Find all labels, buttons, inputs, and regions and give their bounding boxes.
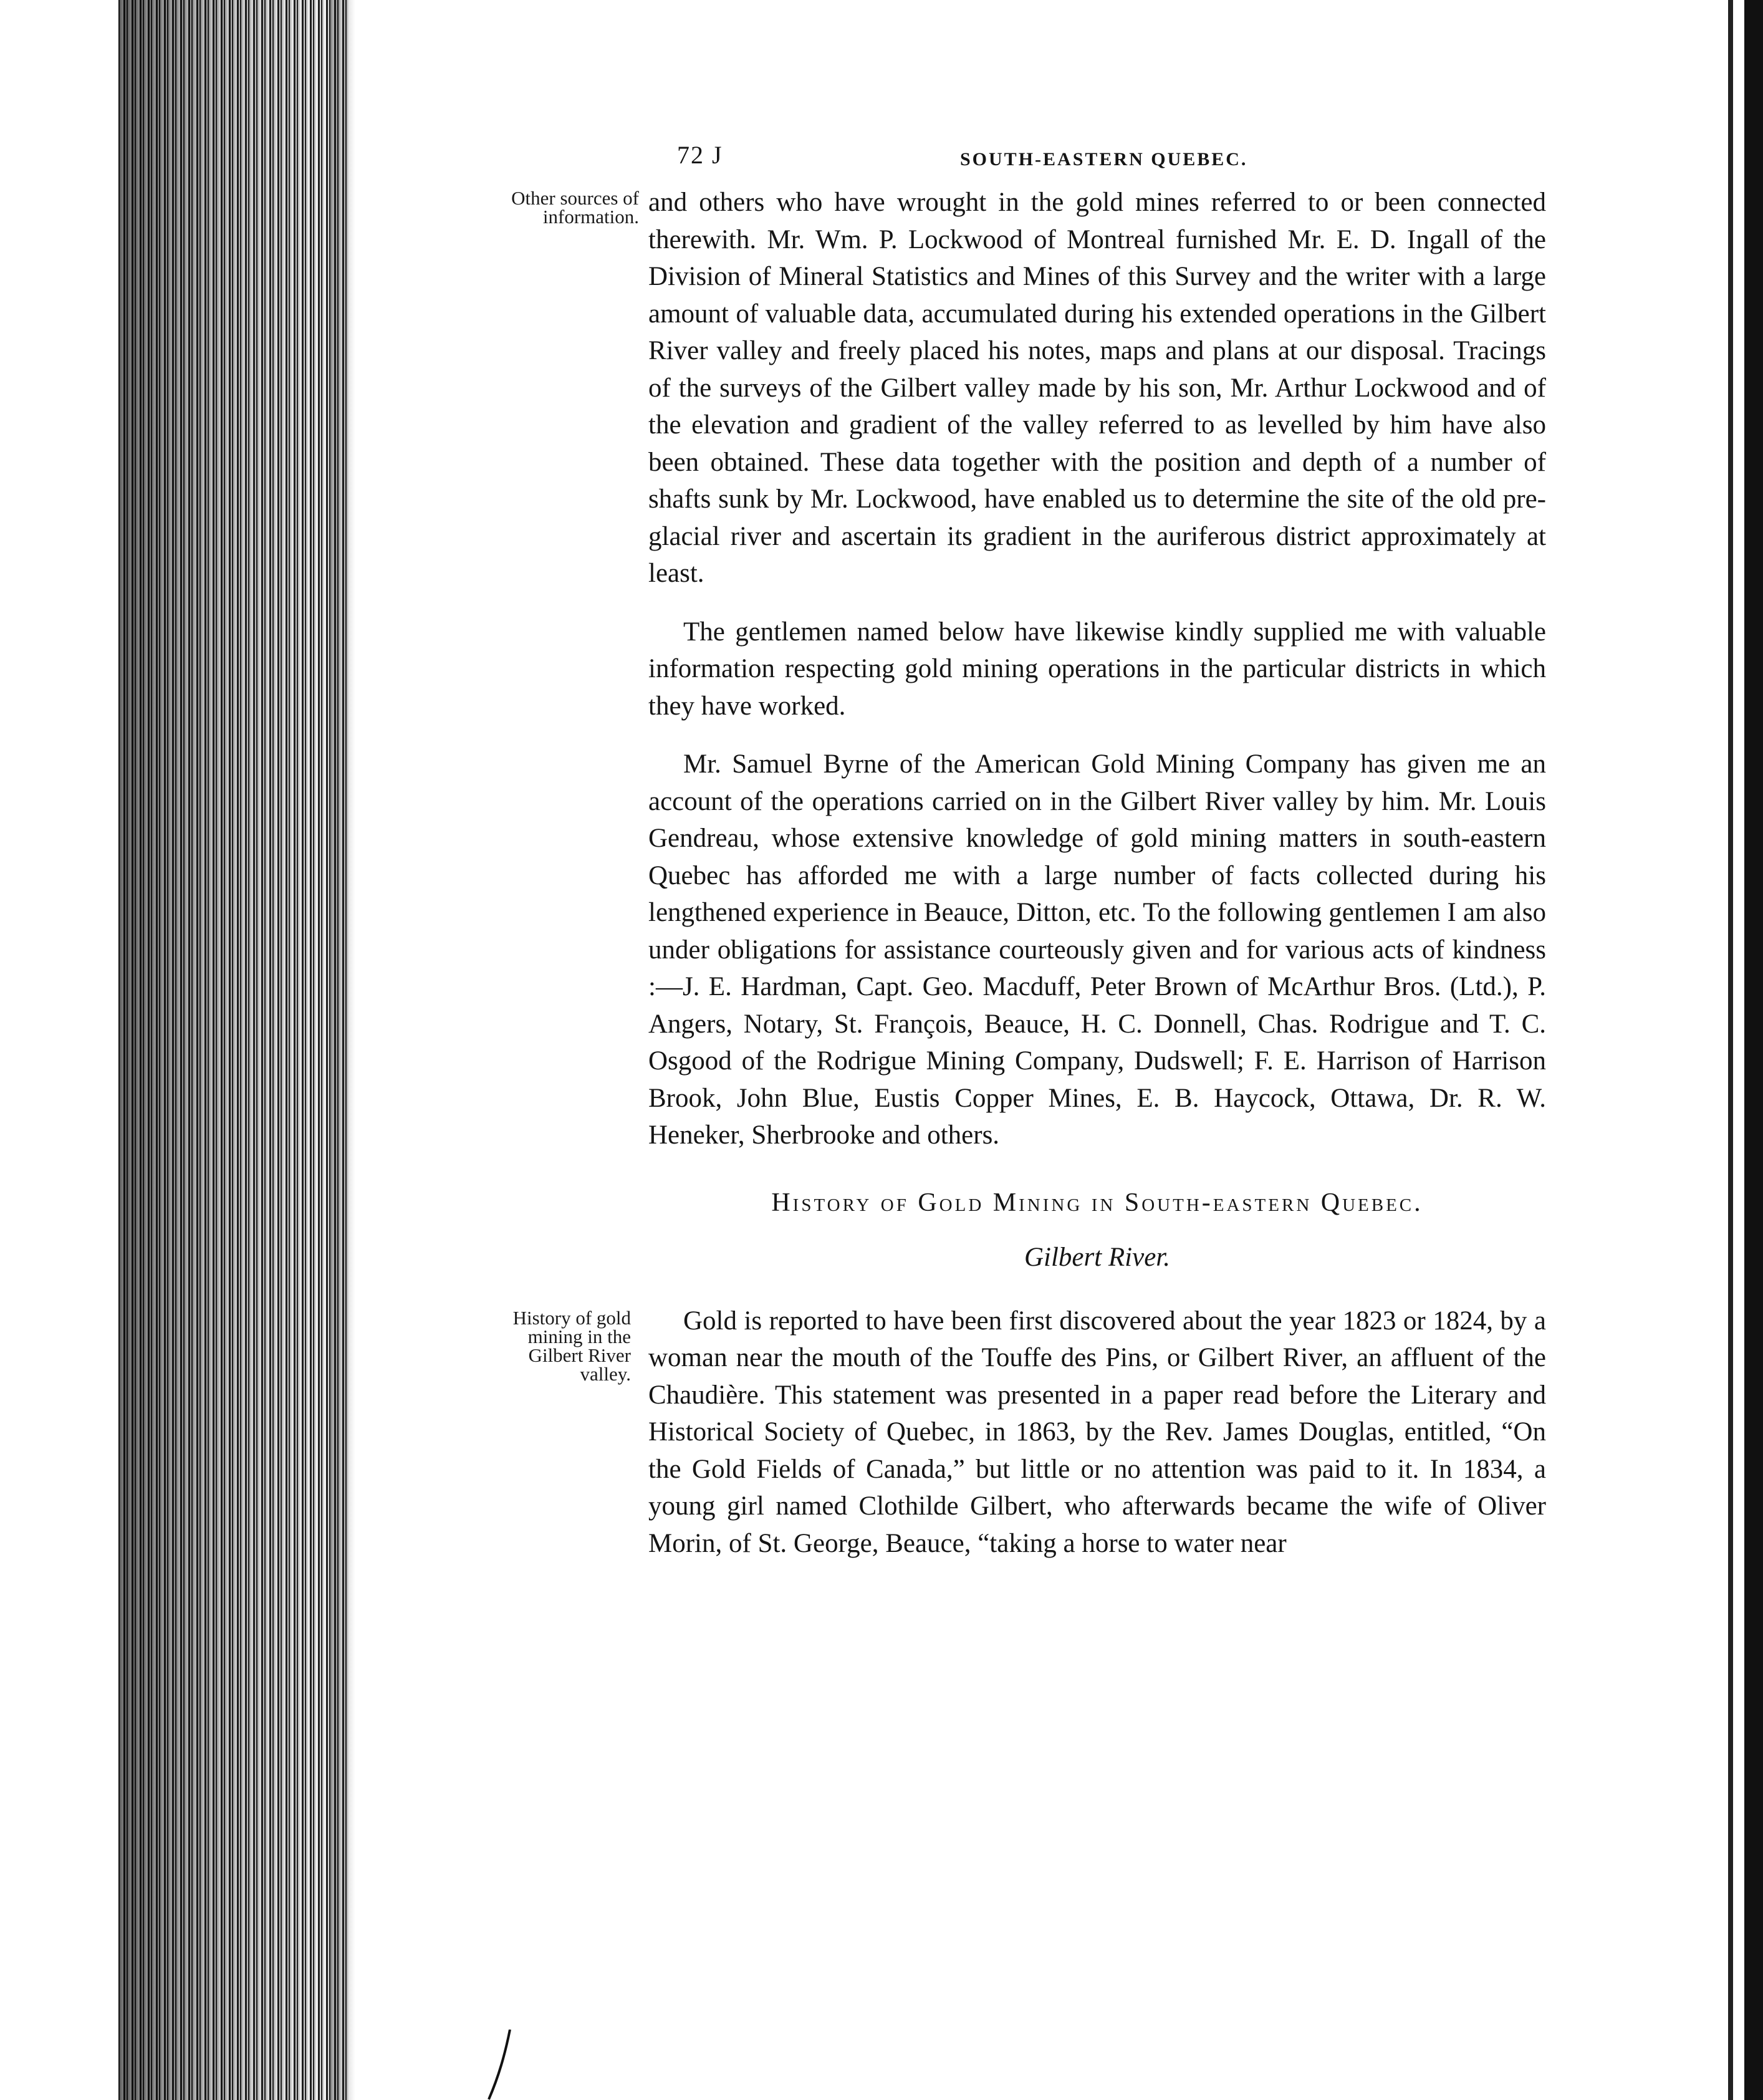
sidenote-history-gilbert: History of gold mining in the Gilbert River valley. <box>512 1306 631 1385</box>
paragraph-history: Gold is reported to have been first discovered about the year 1823 or 1824, by a woman near the mouth of the Touffe des Pins, or Gilbert River, an affluent of the Chaudière. This statement was presented in a paper read before the Literary and Historical Society of Quebec, in 1863, by the Rev. James Douglas, entitled, “On the Gold Fields of Canada,” but little or no attention was paid to it. In 1834, a young girl named Clothilde Gilbert, who afterwards became the wife of Oliver Morin, of St. George, Beauce, “taking a horse to water near <box>648 1306 1546 1558</box>
gutter-shadow <box>330 0 355 2100</box>
block-history <box>512 1303 1546 1563</box>
right-margin-line <box>1728 0 1733 2100</box>
block-other-sources <box>511 184 1546 592</box>
section-subheading: Gilbert River. <box>1024 1242 1171 1272</box>
running-head <box>648 140 1546 184</box>
page-content <box>511 140 1546 1562</box>
pen-mark <box>486 2030 524 2100</box>
running-title: SOUTH-EASTERN QUEBEC. <box>960 149 1248 170</box>
book-page-edges <box>0 0 349 2100</box>
paragraph-sources: and others who have wrought in the gold mines referred to or been connected therewith. Mr. Wm. P. Lockwood of Montreal furnished Mr. E. D. Ingall of the Division of Mineral Statistics and Mines of this Survey and the writer with a large amount of valuable data, accumulated during his extended operations in the Gilbert River valley and freely placed his notes, maps and plans at our disposal. Tracings of the surveys of the Gilbert valley made by his son, Mr. Arthur Lockwood and of the elevation and gradient of the valley referred to as levelled by him have also been obtained. These data together with the position and depth of a number of shafts sunk by Mr. Lockwood, have enabled us to determine the site of the old pre-glacial river and ascertain its gradient in the auriferous district approximately at least. <box>648 188 1546 588</box>
section-heading: History of Gold Mining in South-eastern Quebec. <box>771 1188 1423 1217</box>
page-number: 72 J <box>677 141 723 169</box>
paragraph-gentlemen: The gentlemen named below have likewise kindly supplied me with valuable information respecting gold mining operations in the particular districts in which they have worked. <box>648 617 1546 721</box>
right-border <box>1744 0 1763 2100</box>
paragraph-byrne: Mr. Samuel Byrne of the American Gold Mining Company has given me an account of the operations carried on in the Gilbert River valley by him. Mr. Louis Gendreau, whose extensive knowledge of gold mining matters in south-eastern Quebec has afforded me with a large number of facts collected during his lengthened experience in Beauce, Ditton, etc. To the following gentlemen I am also under obligations for assistance courteously given and for various acts of kindness :—J. E. Hardman, Capt. Geo. Macduff, Peter Brown of McArthur Bros. (Ltd.), P. Angers, Notary, St. François, Beauce, H. C. Donnell, Chas. Rodrigue and T. C. Osgood of the Rodrigue Mining Company, Dudswell; F. E. Harrison of Harrison Brook, John Blue, Eustis Copper Mines, E. B. Haycock, Ottawa, Dr. R. W. Heneker, Sherbrooke and others. <box>648 749 1546 1150</box>
sidenote-other-sources: Other sources of information. <box>511 187 639 228</box>
